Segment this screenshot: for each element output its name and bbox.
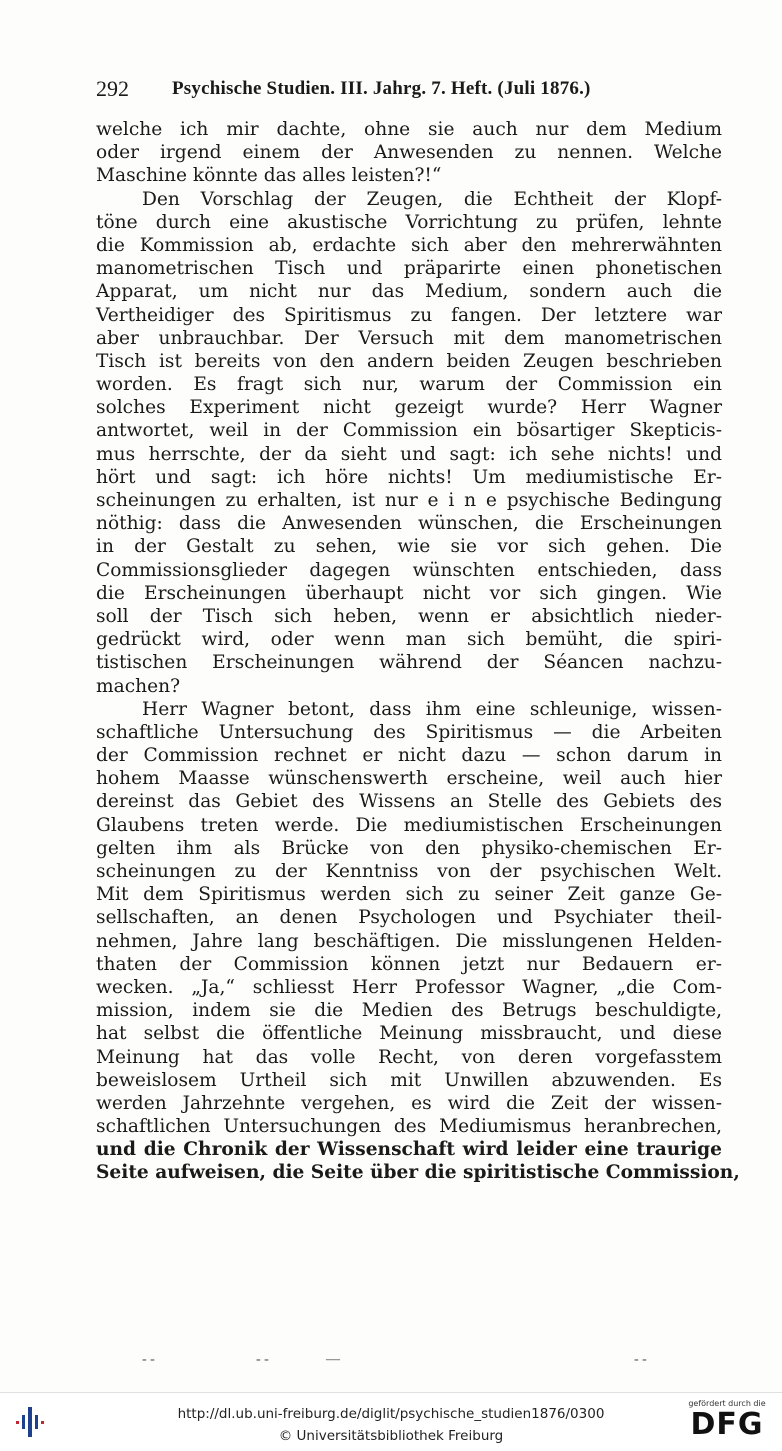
text-line: werden Jahrzehnte vergehen, es wird die Zeit der wissen- — [96, 1092, 722, 1114]
text-line: töne durch eine akustische Vorrichtung zu prüfen, lehnte — [96, 211, 722, 233]
text-line: nehmen, Jahre lang beschäftigen. Die misslungenen Helden- — [96, 930, 722, 952]
text-line: die Erscheinungen überhaupt nicht vor sich gingen. Wie — [96, 582, 722, 604]
text-line: hohem Maasse wünschenswerth erscheine, weil auch hier — [96, 768, 722, 790]
bottom-mark: - - — [142, 1352, 155, 1367]
bottom-marks — [0, 1352, 782, 1372]
text-line: Mit dem Spiritismus werden sich zu seiner Zeit ganze Ge- — [96, 884, 722, 906]
text-line: in der Gestalt zu sehen, wie sie vor sich gehen. Die — [96, 536, 722, 558]
text-line: welche ich mir dachte, ohne sie auch nur dem Medium — [96, 119, 722, 140]
text-line: scheinungen zu erhalten, ist nur e i n e psychische Bedingung — [96, 490, 722, 511]
bottom-mark: - - — [634, 1352, 647, 1367]
text-line: schaftliche Untersuchung des Spiritismus — die Arbeiten — [96, 721, 722, 743]
text-line: thaten der Commission können jetzt nur Bedauern er- — [96, 953, 722, 975]
text-line: der Commission rechnet er nicht dazu — schon darum in — [96, 745, 722, 767]
page-number: 292 — [96, 76, 129, 101]
text-line: Tisch ist bereits von den andern beiden Zeugen beschrieben — [96, 350, 722, 372]
text-line: hört und sagt: ich höre nichts! Um mediumistische Er- — [96, 466, 722, 488]
running-title: Psychische Studien. III. Jahrg. 7. Heft. (Juli 1876.) — [172, 78, 591, 99]
funder-logo-text: DFG — [690, 1407, 764, 1442]
text-line: Maschine könnte das alles leisten?!“ — [96, 165, 442, 187]
text-line: machen? — [96, 675, 181, 697]
body-text — [96, 118, 740, 1185]
text-line: mission, indem sie die Medien des Betrugs beschuldigte, — [96, 1000, 722, 1022]
text-line: worden. Es fragt sich nur, warum der Commission ein — [96, 374, 722, 396]
text-line: aber unbrauchbar. Der Versuch mit dem manometrischen — [96, 327, 722, 349]
source-url[interactable]: http://dl.ub.uni-freiburg.de/diglit/psychische_studien1876/0300 — [177, 1406, 605, 1422]
text-line: Vertheidiger des Spiritismus zu fangen. Der letztere war — [96, 304, 722, 326]
running-header — [96, 76, 722, 106]
funding-note: gefördert durch die — [688, 1399, 766, 1408]
footer-bar — [0, 1392, 782, 1451]
text-line: wecken. „Ja,“ schliesst Herr Professor Wagner, „die Com- — [96, 976, 722, 998]
text-line: antwortet, weil in der Commission ein bösartiger Skepticis- — [96, 420, 722, 442]
text-line: solches Experiment nicht gezeigt wurde? Herr Wagner — [96, 397, 722, 419]
text-line: nöthig: dass die Anwesenden wünschen, die Erscheinungen — [96, 513, 722, 535]
text-line: und die Chronik der Wissenschaft wird leider eine traurige — [96, 1139, 722, 1161]
copyright-text: © Universitätsbibliothek Freiburg — [278, 1428, 504, 1444]
text-line: tistischen Erscheinungen während der Séancen nachzu- — [96, 652, 722, 674]
text-line: oder irgend einem der Anwesenden zu nennen. Welche — [96, 142, 722, 164]
text-line: schaftlichen Untersuchungen des Mediumismus heranbrechen, — [96, 1116, 722, 1138]
text-line: dereinst das Gebiet des Wissens an Stelle des Gebiets des — [96, 791, 722, 813]
text-line: manometrischen Tisch und präparirte einen phonetischen — [96, 258, 722, 280]
dfg-logo-icon — [684, 1399, 770, 1447]
text-line: sellschaften, an denen Psychologen und Psychiater theil- — [96, 907, 722, 929]
text-line: Seite aufweisen, die Seite über die spiritistische Commission, — [96, 1162, 740, 1184]
text-line: Herr Wagner betont, dass ihm eine schleunige, wissen- — [142, 698, 722, 720]
text-line: beweislosem Urtheil sich mit Unwillen abzuwenden. Es — [96, 1069, 722, 1091]
bottom-mark: — — [326, 1352, 340, 1367]
text-line: soll der Tisch sich heben, wenn er absichtlich nieder- — [96, 605, 722, 627]
text-line: die Kommission ab, erdachte sich aber den mehrerwähnten — [96, 234, 722, 256]
bottom-mark: - - — [256, 1352, 269, 1367]
text-line: scheinungen zu der Kenntniss von der psychischen Welt. — [96, 861, 722, 882]
text-line: hat selbst die öffentliche Meinung missbraucht, und diese — [96, 1023, 722, 1045]
text-line: Commissionsglieder dagegen wünschten entschieden, dass — [96, 559, 722, 581]
text-line: Apparat, um nicht nur das Medium, sondern auch die — [96, 281, 722, 303]
text-line: Meinung hat das volle Recht, von deren vorgefasstem — [96, 1046, 722, 1068]
text-line: gedrückt wird, oder wenn man sich bemüht, die spiri- — [96, 629, 722, 651]
text-line: Glaubens treten werde. Die mediumistischen Erscheinungen — [96, 814, 722, 836]
text-line: mus herrschte, der da sieht und sagt: ich sehe nichts! und — [96, 443, 722, 465]
text-line: gelten ihm als Brücke von den physiko-chemischen Er- — [96, 837, 722, 859]
text-line: Den Vorschlag der Zeugen, die Echtheit der Klopf- — [142, 188, 722, 210]
